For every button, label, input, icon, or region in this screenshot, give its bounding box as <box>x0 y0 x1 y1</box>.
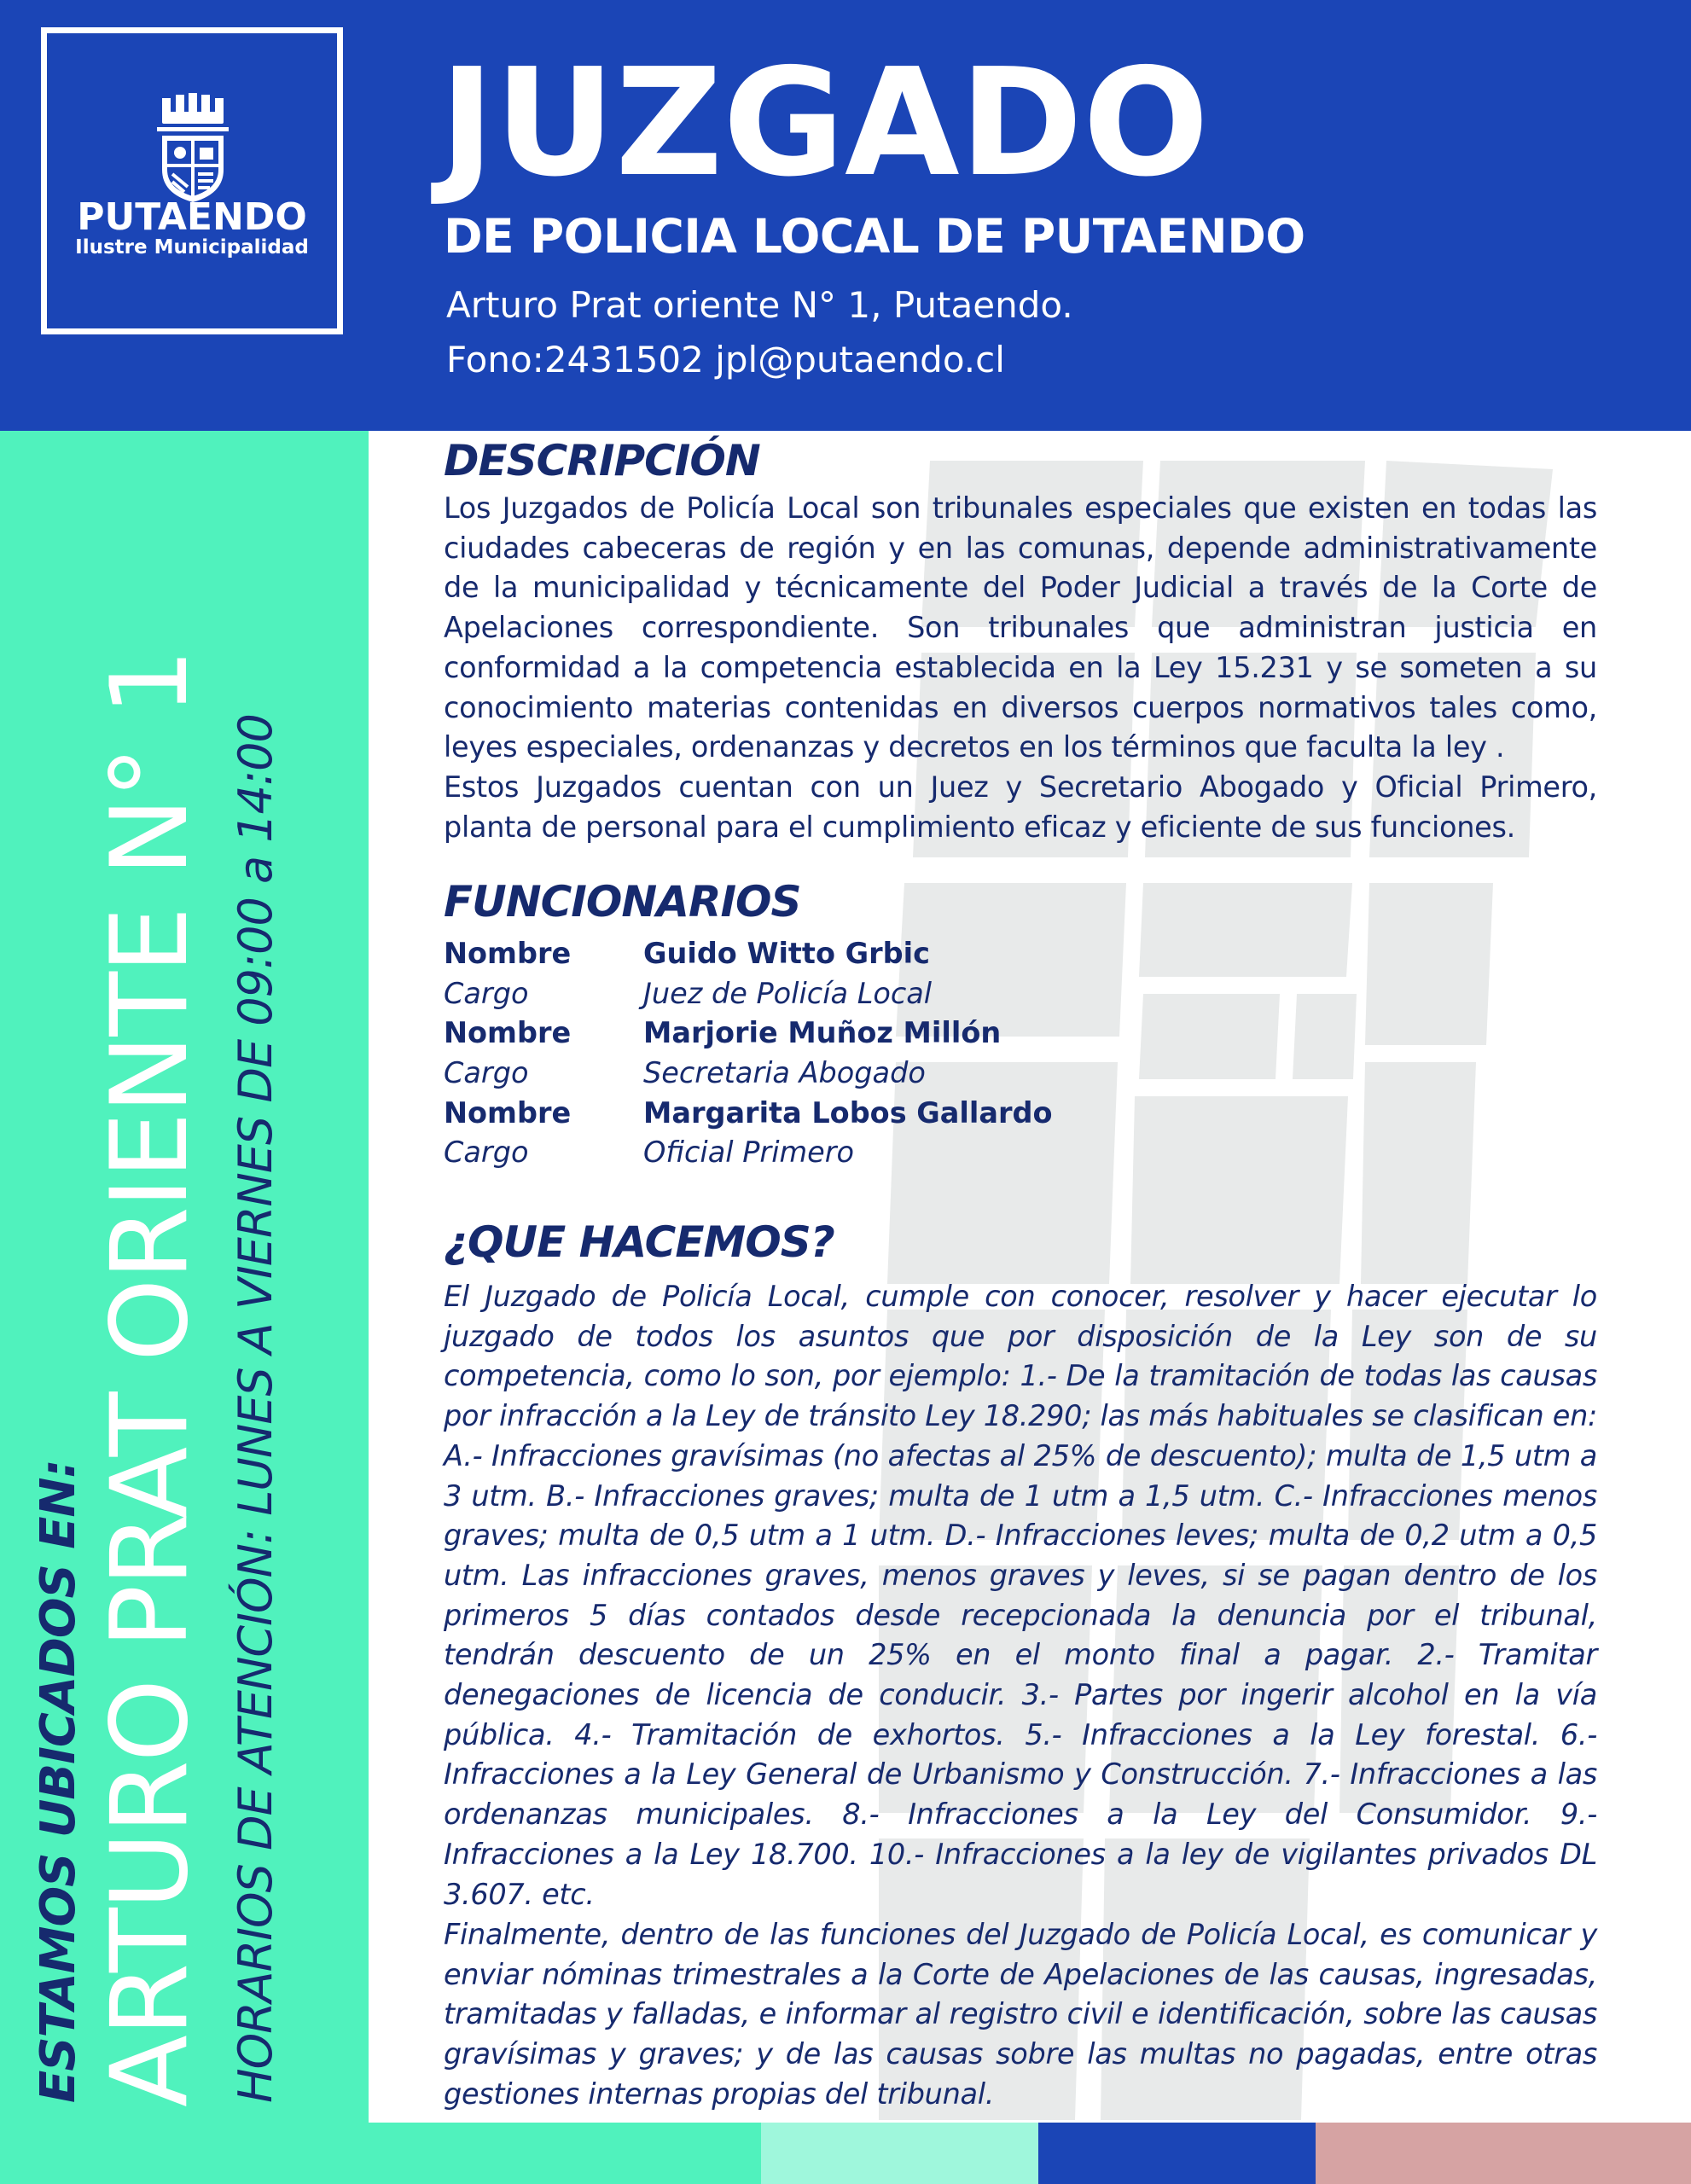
official-role: Juez de Policía Local <box>643 976 933 1010</box>
official-role-row <box>444 1133 1297 1173</box>
name-label: Nombre <box>444 1095 572 1130</box>
official-role: Oficial Primero <box>643 1136 855 1170</box>
header-banner <box>0 0 1691 431</box>
footer-segment <box>761 2123 1038 2184</box>
official-role-row <box>444 1054 1297 1094</box>
official-role: Secretaria Abogado <box>643 1056 926 1090</box>
header-contact: Fono:2431502 jpl@putaendo.cl <box>446 339 1005 380</box>
description-paragraph-2: Estos Juzgados cuentan con un Juez y Secretario Abogado y Oficial Primero, planta de personal para el cumplimiento eficaz y eficiente de sus funciones. <box>444 770 1597 844</box>
officials-heading: FUNCIONARIOS <box>444 877 801 926</box>
page-subtitle: DE POLICIA LOCAL DE PUTAENDO <box>444 209 1305 264</box>
official-name: Marjorie Muñoz Millón <box>643 1016 1002 1050</box>
official-name-row <box>444 1094 1297 1134</box>
what-we-do-paragraph-1: El Juzgado de Policía Local, cumple con conocer, resolver y hacer ejecutar lo juzgado de todos los asuntos que por disposición de la Ley son de su competencia, como lo son, por ejemplo: 1.- De la tramitación de todas las causas por infracción a la Ley de tránsito Ley 18.290; las más habituales se clasifican en: A.- Infracciones gravísimas (no afectas al 25% de descuento); multa de 1,5 utm a 3 utm. B.- Infracciones graves; multa de 1 utm a 1,5 utm. C.- Infracciones menos graves; multa de 0,5 utm a 1 utm. D.- Infracciones leves; multa de 0,2 utm a 0,5 utm. Las infracciones graves, menos graves y leves, si se pagan dentro de los primeros 5 días contados desde recepcionada la denuncia por el tribunal, tendrán descuento de un 25% en el monto final a pagar. 2.- Tramitar denegaciones de licencia de conducir. 3.- Partes por ingerir alcohol en la vía pública. 4.- Tramitación de exhortos. 5.- Infracciones a la Ley forestal. 6.- Infracciones a la Ley General de Urbanismo y Construcción. 7.- Infracciones a las ordenanzas municipales. 8.- Infracciones a la Ley del Consumidor. 9.- Infracciones a la Ley 18.700. 10.- Infracciones a la ley de vigilantes privados DL 3.607. etc. <box>444 1280 1597 1911</box>
logo-subtitle: Ilustre Municipalidad <box>75 236 309 258</box>
crest-icon <box>155 93 230 204</box>
description-paragraph-1: Los Juzgados de Policía Local son tribunales especiales que existen en todas las ciudades cabeceras de región y en las comunas, depende administrativamente de la municipalidad y técnicamente del Poder Judicial a través de la Corte de Apelaciones correspondiente. Son tribunales que administran justicia en conformidad a la competencia establecida en la Ley 15.231 y se someten a su conocimiento materias contenidas en diversos cuerpos normativos tales como, leyes especiales, ordenanzas y decretos en los términos que faculta la ley . <box>444 491 1597 764</box>
footer-segment <box>369 2123 761 2184</box>
what-we-do-heading: ¿QUE HACEMOS? <box>444 1217 834 1267</box>
page-title: JUZGADO <box>439 37 1210 210</box>
official-name: Guido Witto Grbic <box>643 937 930 970</box>
footer-color-bar <box>369 2123 1691 2184</box>
official-name-row <box>444 934 1297 974</box>
footer-segment <box>1316 2123 1691 2184</box>
municipal-logo <box>41 27 343 334</box>
official-name-row <box>444 1014 1297 1054</box>
name-label: Nombre <box>444 937 572 970</box>
officials-list <box>444 934 1297 1173</box>
logo-name: PUTAENDO <box>77 195 307 239</box>
role-label: Cargo <box>444 1056 529 1090</box>
role-label: Cargo <box>444 1136 529 1170</box>
official-role-row <box>444 974 1297 1014</box>
description-heading: DESCRIPCIÓN <box>444 436 760 485</box>
name-label: Nombre <box>444 1016 572 1050</box>
what-we-do-paragraph-2: Finalmente, dentro de las funciones del Juzgado de Policía Local, es comunicar y enviar nóminas trimestrales a la Corte de Apelaciones de las causas, ingresadas, tramitadas y falladas, e informar al registro civil e identificación, sobre las causas gravísimas y graves; y de las causas sobre las multas no pagadas, entre otras gestiones internas propias del tribunal. <box>444 1918 1597 2111</box>
sidebar-address: ARTURO PRAT ORIENTE N° 1 <box>89 650 212 2107</box>
header-address: Arturo Prat oriente N° 1, Putaendo. <box>446 284 1073 326</box>
sidebar-location-label: ESTAMOS UBICADOS EN: <box>31 1460 86 2103</box>
footer-segment <box>1038 2123 1316 2184</box>
official-name: Margarita Lobos Gallardo <box>643 1095 1053 1130</box>
sidebar-hours: HORARIOS DE ATENCIÓN: LUNES A VIERNES DE 09:00 a 14:00 <box>229 714 282 2103</box>
role-label: Cargo <box>444 976 529 1010</box>
